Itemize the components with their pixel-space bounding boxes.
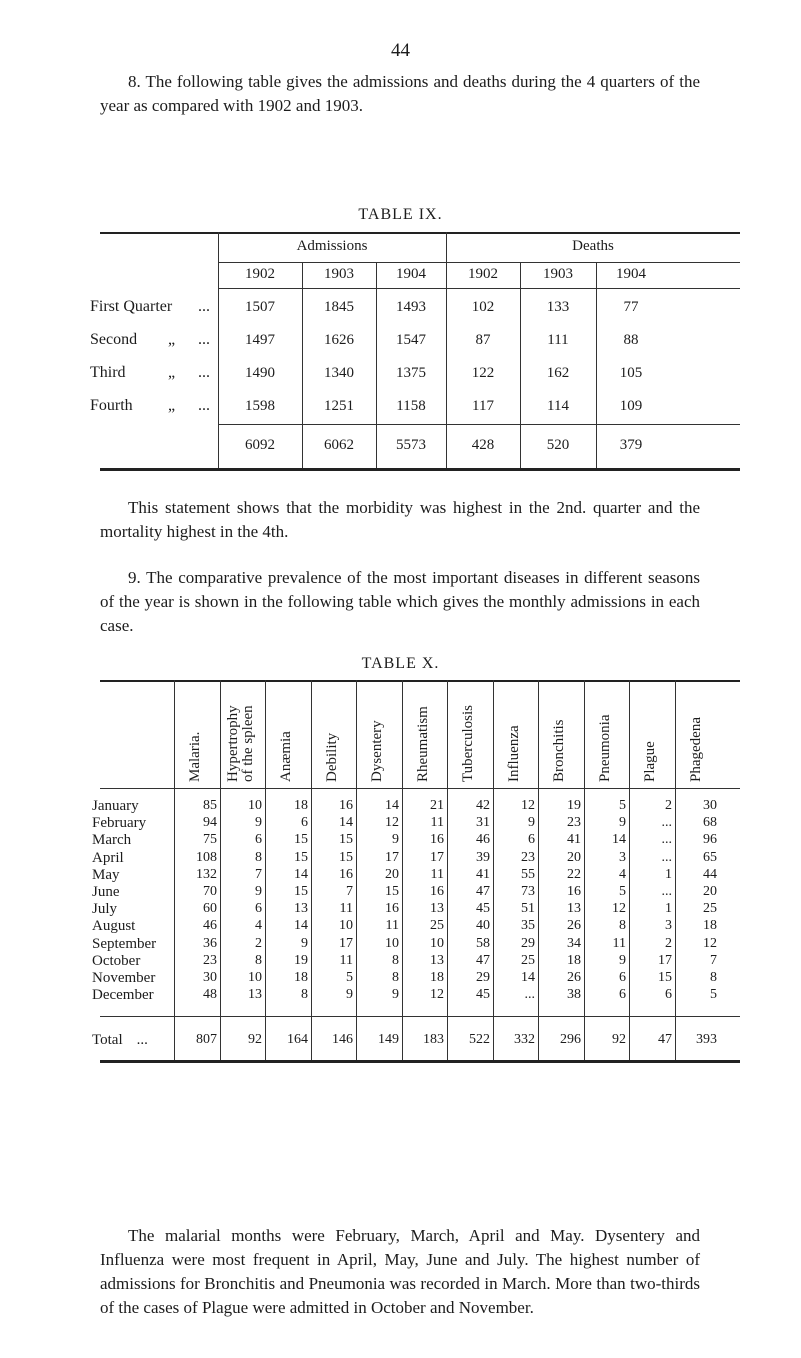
row-label-text: Third [90,364,126,381]
table-9-cell: 1251 [324,398,354,414]
table-10-cell: 12 [703,936,717,951]
table-10-cell: 12 [430,987,444,1002]
table-10-cell: 9 [255,884,262,899]
table-9-total-cell: 6062 [324,437,354,453]
table-10-title: TABLE X. [361,655,440,672]
table-9-cell: 1598 [245,398,275,414]
table-10-cell: 16 [567,884,581,899]
table-9-year-header: 1903 [543,266,573,282]
table-10-total-cell: 522 [469,1032,490,1047]
table-10-total-cell: 183 [423,1032,444,1047]
table-10-cell: 31 [476,815,490,830]
table-10-column-header: Influenza [506,725,522,782]
table-10-cell: 70 [203,884,217,899]
table-10-cell: 3 [665,918,672,933]
table-9-title: TABLE IX. [358,206,443,223]
table-9-total-cell: 379 [619,437,643,453]
table-10-cell: 17 [339,936,353,951]
table-9-top-rule [100,232,740,234]
table-10-cell: 11 [339,953,353,968]
table-10-cell: 46 [476,832,490,847]
total-label-text: Total [92,1032,123,1048]
table-10-cell: 25 [430,918,444,933]
table-10-top-rule [100,680,740,682]
table-9-divider [520,262,521,468]
table-9-divider [446,232,447,468]
table-10-cell: 9 [301,936,308,951]
table-10-cell: 10 [248,798,262,813]
table-10-cell: 65 [703,850,717,865]
table-10-total-cell: 807 [196,1032,217,1047]
table-10-cell: 18 [567,953,581,968]
table-10-cell: 12 [612,901,626,916]
table-10-cell: 30 [203,970,217,985]
table-10-cell: 55 [521,867,535,882]
table-9-rule [218,424,740,425]
table-10-cell: 23 [203,953,217,968]
table-10-cell: 20 [703,884,717,899]
table-10-cell: 5 [619,884,626,899]
ditto-mark: „ [168,397,176,414]
table-9-total-cell: 428 [471,437,495,453]
table-10-total-cell: 393 [696,1032,717,1047]
paragraph-8-text: 8. The following table gives the admissions and deaths during the 4 quarters of the year as compared with 1902 and 1903. [100,72,700,115]
table-9-rule [218,262,740,263]
table-10-column-header: Anæmia [278,731,294,782]
paragraph-statement [100,496,700,544]
table-10-cell: 46 [203,918,217,933]
table-10-total-label [92,1032,148,1049]
table-10-cell: 17 [430,850,444,865]
table-10-total-cell: 47 [658,1032,672,1047]
table-9-cell: 1490 [245,365,275,381]
table-10-cell: 7 [710,953,717,968]
table-9-row-label [90,331,218,349]
table-10-cell: 41 [567,832,581,847]
table-9-cell: 114 [547,398,569,414]
table-10-cell: 8 [255,953,262,968]
table-9-divider [302,262,303,468]
table-10-cell: 10 [385,936,399,951]
table-10-month-label: July [92,901,118,917]
table-9-cell: 1493 [396,299,426,315]
table-10-cell: 13 [294,901,308,916]
table-10-cell: 60 [203,901,217,916]
ditto-mark: „ [168,364,176,381]
table-10-cell: 15 [294,884,308,899]
ditto-mark: „ [168,331,176,348]
paragraph-8 [100,70,700,118]
table-10-total-cell: 92 [612,1032,626,1047]
table-10-cell: 4 [255,918,262,933]
table-10-column-header: Rheumatism [415,706,431,782]
table-9-cell: 1340 [324,365,354,381]
table-10-cell: 13 [430,901,444,916]
table-10-cell: 6 [619,987,626,1002]
table-10-cell: 15 [294,850,308,865]
table-10-total-cell: 149 [378,1032,399,1047]
table-10-cell: 40 [476,918,490,933]
table-10-cell: 45 [476,987,490,1002]
table-10-cell: 6 [301,815,308,830]
table-10-month-label: May [92,867,120,883]
paragraph-final [100,1224,700,1320]
table-9-header-admissions: Admissions [296,238,368,254]
table-10-cell: 14 [339,815,353,830]
table-10-cell: 23 [521,850,535,865]
table-10-cell: 18 [294,798,308,813]
table-10-cell: 5 [346,970,353,985]
table-9-year-header: 1904 [396,266,426,282]
table-10-cell: 26 [567,918,581,933]
table-9-cell: 117 [472,398,494,414]
table-10-cell: 18 [703,918,717,933]
table-10-month-label: August [92,918,136,934]
table-10-cell: 2 [665,798,672,813]
table-10-cell: 16 [430,832,444,847]
table-9-year-header: 1902 [468,266,498,282]
table-10-cell: 2 [255,936,262,951]
table-9-cell: 1547 [396,332,426,348]
table-10-column-header: Pneumonia [597,714,613,782]
table-10-column-header: Plague [642,741,658,782]
table-10-cell: 85 [203,798,217,813]
page-number: 44 [391,40,410,61]
table-10-cell: 35 [521,918,535,933]
table-10-cell: 30 [703,798,717,813]
table-10-column-header: Debility [324,732,340,782]
row-label-text: First Quarter [90,298,173,315]
table-10-cell: 108 [196,850,217,865]
table-10-cell: 25 [521,953,535,968]
table-10-cell: 14 [294,918,308,933]
table-10-column-header: Hypertrophy of the spleen [225,705,256,782]
table-10-cell: 44 [703,867,717,882]
table-9-cell: 109 [619,398,643,414]
table-9-total-cell: 6092 [245,437,275,453]
table-10-month-label: April [92,850,124,866]
table-10-cell: 13 [567,901,581,916]
table-10-cell: 26 [567,970,581,985]
table-10-cell: 36 [203,936,217,951]
table-10-cell: 10 [430,936,444,951]
row-label-text: Second [90,331,138,348]
table-10-cell: 6 [255,901,262,916]
table-9-year-header: 1903 [324,266,354,282]
table-10-cell: 19 [567,798,581,813]
table-10-total-cell: 332 [514,1032,535,1047]
table-10-cell: 11 [385,918,399,933]
table-10-cell: ... [661,815,672,830]
table-10-cell: 42 [476,798,490,813]
table-10-cell: 11 [430,867,444,882]
table-10-bottom-rule [100,1060,740,1063]
table-10-cell: 1 [665,867,672,882]
table-10-cell: 5 [619,798,626,813]
table-10-cell: 16 [430,884,444,899]
table-10-cell: 15 [339,832,353,847]
table-9-year-header: 1904 [616,266,646,282]
table-10-cell: 14 [612,832,626,847]
table-9-year-header: 1902 [245,266,275,282]
table-10-cell: 20 [385,867,399,882]
table-10-cell: 9 [619,815,626,830]
table-10-column-header: Tuberculosis [460,705,476,782]
table-10-cell: 15 [294,832,308,847]
table-10-cell: 12 [385,815,399,830]
table-9-cell: 88 [623,332,639,348]
table-10-column-header: Dysentery [369,720,385,782]
table-10-cell: 1 [665,901,672,916]
leader-dots: ... [198,331,210,348]
table-10-cell: 73 [521,884,535,899]
table-10-cell: 8 [619,918,626,933]
table-10-month-label: September [92,936,157,952]
table-10-cell: ... [661,832,672,847]
table-10-cell: ... [524,987,535,1002]
table-10-cell: 9 [392,987,399,1002]
table-10-cell: 8 [255,850,262,865]
table-10-cell: 7 [255,867,262,882]
table-10-cell: 23 [567,815,581,830]
table-10-cell: 10 [248,970,262,985]
table-10-cell: 9 [392,832,399,847]
table-9-cell: 1845 [324,299,354,315]
table-10-cell: 3 [619,850,626,865]
table-10-cell: ... [661,850,672,865]
table-10-total-cell: 296 [560,1032,581,1047]
table-10-month-label: June [92,884,120,900]
table-10-cell: 17 [658,953,672,968]
table-9-total-cell: 5573 [396,437,426,453]
table-9-cell: 1497 [245,332,275,348]
table-10-cell: 7 [346,884,353,899]
table-10-cell: 22 [567,867,581,882]
table-9-bottom-rule [100,468,740,471]
table-10-cell: 6 [528,832,535,847]
table-9-cell: 133 [546,299,570,315]
paragraph-9-text: 9. The comparative prevalence of the most important diseases in different seasons of the year is shown in the following table which gives the monthly admissions in each case. [100,568,700,635]
table-9-cell: 111 [547,332,569,348]
table-10-cell: 13 [430,953,444,968]
table-10-cell: 21 [430,798,444,813]
table-10-cell: 39 [476,850,490,865]
table-10-cell: 16 [385,901,399,916]
table-10-cell: 47 [476,884,490,899]
table-10-cell: 6 [665,987,672,1002]
table-10-cell: 8 [392,953,399,968]
table-10-cell: 5 [710,987,717,1002]
table-10-cell: 19 [294,953,308,968]
table-10-cell: 9 [619,953,626,968]
table-10-month-label: October [92,953,141,969]
table-10-cell: 15 [658,970,672,985]
table-9-row-label [90,298,218,316]
table-10-cell: 12 [521,798,535,813]
paragraph-final-text: The malarial months were February, March, April and May. Dysentery and Influenza were most frequent in April, May, June and July. The highest number of admissions for Bronchitis and Pneumonia was recorded in March. More than two-thirds of the cases of Plague were admitted in October and November. [100,1226,700,1317]
table-10-cell: 48 [203,987,217,1002]
table-10-cell: 18 [294,970,308,985]
table-10-cell: 11 [430,815,444,830]
table-9-rule [218,288,740,289]
table-9-cell: 102 [471,299,495,315]
table-10-column-header: Phagedena [688,717,704,782]
row-label-text: Fourth [90,397,133,414]
table-10-cell: 41 [476,867,490,882]
table-10-cell: 29 [521,936,535,951]
paragraph-9 [100,566,700,638]
table-9-cell: 1626 [324,332,354,348]
table-10-cell: 6 [255,832,262,847]
table-10-cell: 16 [339,867,353,882]
table-10-cell: 15 [339,850,353,865]
table-10-cell: 10 [339,918,353,933]
table-9 [90,232,740,458]
table-10-rule [100,788,740,789]
table-10-cell: 38 [567,987,581,1002]
table-10-month-label: March [92,832,132,848]
table-10-month-label: December [92,987,154,1003]
leader-dots: ... [198,397,210,414]
table-9-cell: 162 [546,365,570,381]
table-10-cell: 17 [385,850,399,865]
table-10-cell: 45 [476,901,490,916]
table-9-cell: 105 [619,365,643,381]
table-9-cell: 1375 [396,365,426,381]
table-10-cell: 25 [703,901,717,916]
table-10-cell: 16 [339,798,353,813]
table-10-month-label: February [92,815,147,831]
table-10-cell: 58 [476,936,490,951]
table-9-row-label [90,364,218,382]
table-10-cell: 14 [521,970,535,985]
table-9-total-cell: 520 [546,437,570,453]
table-10-cell: 4 [619,867,626,882]
table-10-cell: 47 [476,953,490,968]
table-10-total-cell: 164 [287,1032,308,1047]
table-10-cell: 94 [203,815,217,830]
table-10-cell: 51 [521,901,535,916]
table-10-cell: 34 [567,936,581,951]
table-10-cell: 15 [385,884,399,899]
table-10-column-header: Malaria. [187,731,203,782]
table-10-cell: 96 [703,832,717,847]
table-10-cell: 11 [612,936,626,951]
table-10-total-cell: 92 [248,1032,262,1047]
leader-dots: ... [198,298,210,315]
table-10-total-cell: 146 [332,1032,353,1047]
leader-dots: ... [136,1032,148,1048]
table-10-cell: 9 [346,987,353,1002]
paragraph-statement-text: This statement shows that the morbidity was highest in the 2nd. quarter and the mortality highest in the 4th. [100,498,700,541]
table-10-month-label: November [92,970,156,986]
table-9-cell: 122 [471,365,495,381]
table-10-cell: 2 [665,936,672,951]
table-9-divider [218,232,219,468]
table-10-month-label: January [92,798,139,814]
table-10-rule [100,1016,740,1017]
table-10-cell: 8 [301,987,308,1002]
table-9-cell: 1158 [396,398,426,414]
table-10-column-header: Bronchitis [551,719,567,782]
table-10-cell: 9 [255,815,262,830]
table-10-cell: ... [661,884,672,899]
table-10-cell: 14 [385,798,399,813]
table-10-cell: 18 [430,970,444,985]
table-9-row-label [90,397,218,415]
table-10-cell: 29 [476,970,490,985]
table-9-cell: 77 [623,299,639,315]
table-9-cell: 87 [475,332,491,348]
table-10-cell: 6 [619,970,626,985]
table-9-cell: 1507 [245,299,275,315]
table-10-cell: 9 [528,815,535,830]
table-10-cell: 8 [710,970,717,985]
table-10-cell: 8 [392,970,399,985]
table-10-cell: 13 [248,987,262,1002]
leader-dots: ... [198,364,210,381]
table-10-cell: 11 [339,901,353,916]
table-10-cell: 14 [294,867,308,882]
table-10-cell: 132 [196,867,217,882]
table-10-cell: 20 [567,850,581,865]
table-9-header-deaths: Deaths [572,238,614,254]
table-10-cell: 75 [203,832,217,847]
table-10-cell: 68 [703,815,717,830]
